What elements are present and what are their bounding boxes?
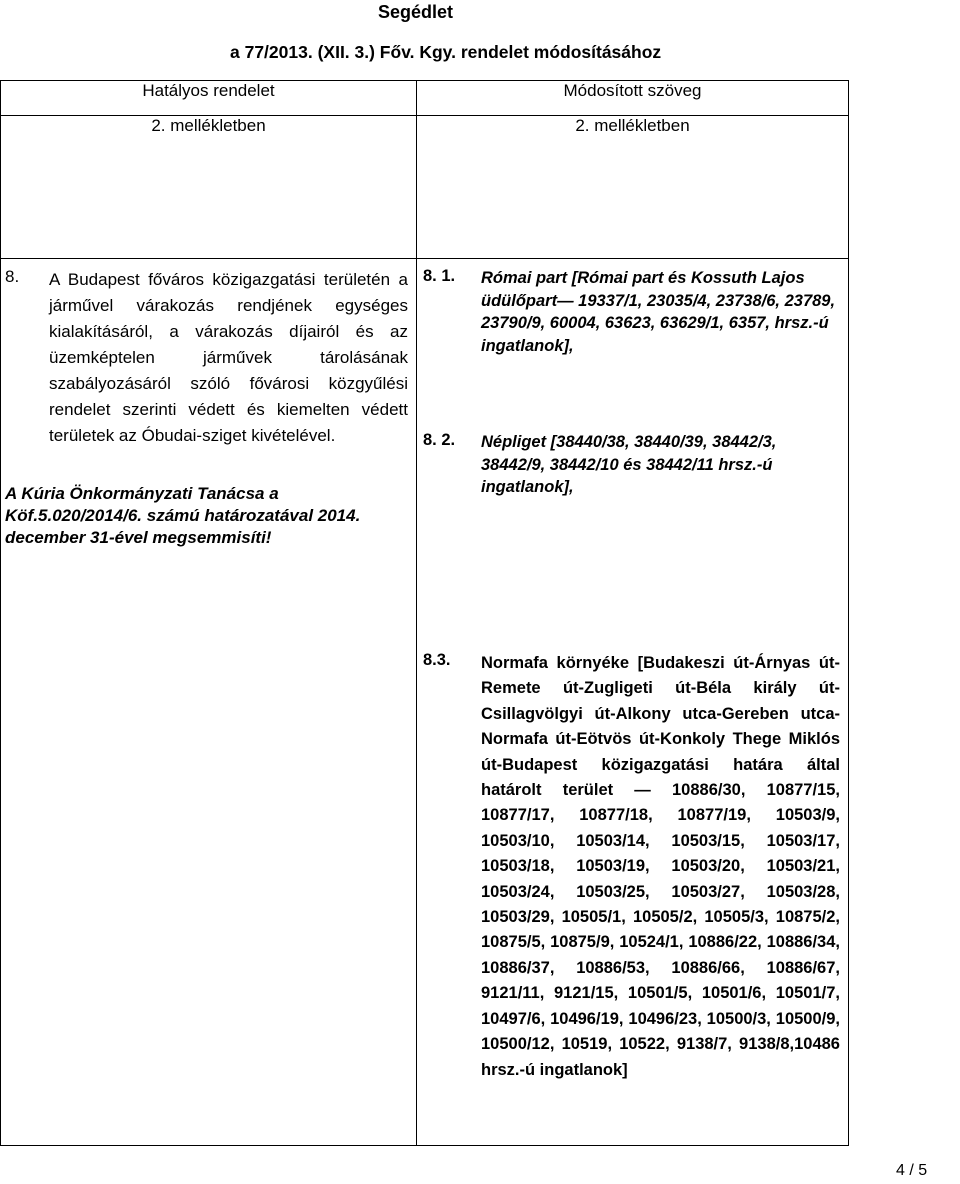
column-header-current: Hatályos rendelet: [1, 81, 417, 116]
list-item: [423, 651, 840, 1083]
modified-text-cell: [417, 259, 849, 1146]
document-subtitle: a 77/2013. (XII. 3.) Főv. Kgy. rendelet módosításához: [230, 42, 662, 62]
item-number: 8.: [5, 267, 20, 286]
document-title: Segédlet: [378, 2, 454, 22]
current-item-text: A Budapest főváros közigazgatási területén a járművel várakozás rendjének egységes kialakításáról, a várakozás díjairól és az üzemképtelen járművek tárolásának szabályozásáról szóló fővárosi közgyűlési rendelet szerinti védett és kiemelten védett területek az Óbudai-sziget kivételével.: [49, 270, 408, 445]
item-number: 8.3.: [423, 651, 451, 669]
comparison-table: [0, 80, 849, 1146]
list-item: [423, 431, 840, 499]
item-number: 8. 1.: [423, 267, 456, 285]
annex-label-modified: 2. mellékletben: [417, 116, 849, 259]
page-number: 4 / 5: [896, 1162, 928, 1179]
item-text: Római part [Római part és Kossuth Lajos üdülőpart— 19337/1, 23035/4, 23738/6, 23789, 23790/9, 60004, 63623, 63629/1, 6357, hrsz.-ú ingatlanok],: [481, 269, 836, 355]
item-text: Népliget [38440/38, 38440/39, 38442/3, 38442/9, 38442/10 és 38442/11 hrsz.-ú ingatlanok],: [481, 433, 777, 496]
item-number: 8. 2.: [423, 431, 456, 449]
table-header-row: [1, 81, 849, 116]
annulment-note: A Kúria Önkormányzati Tanácsa a Köf.5.020/2014/6. számú határozatával 2014. december 31-ével megsemmisíti!: [5, 484, 361, 547]
list-item: [423, 267, 840, 357]
item-text: Normafa környéke [Budakeszi út-Árnyas út-Remete út-Zugligeti út-Béla király út-Csillagvölgyi út-Alkony utca-Gereben utca-Normafa út-Eötvös út-Konkoly Thege Miklós út-Budapest közigazgatási határa által határolt terület — 10886/30, 10877/15, 10877/17, 10877/18, 10877/19, 10503/9, 10503/10, 10503/14, 10503/15, 10503/17, 10503/18, 10503/19, 10503/20, 10503/21, 10503/24, 10503/25, 10503/27, 10503/28, 10503/29, 10505/1, 10505/2, 10505/3, 10875/2, 10875/5, 10875/9, 10524/1, 10886/22, 10886/34, 10886/37, 10886/53, 10886/66, 10886/67, 9121/11, 9121/15, 10501/5, 10501/6, 10501/7, 10497/6, 10496/19, 10496/23, 10500/3, 10500/9, 10500/12, 10519, 10522, 9138/7, 9138/8,10486 hrsz.-ú ingatlanok]: [481, 654, 840, 1079]
annex-label-current: 2. mellékletben: [1, 116, 417, 259]
content-row: [1, 259, 849, 1146]
annex-row: [1, 116, 849, 259]
column-header-modified: Módosított szöveg: [417, 81, 849, 116]
current-text-cell: [1, 259, 417, 1146]
